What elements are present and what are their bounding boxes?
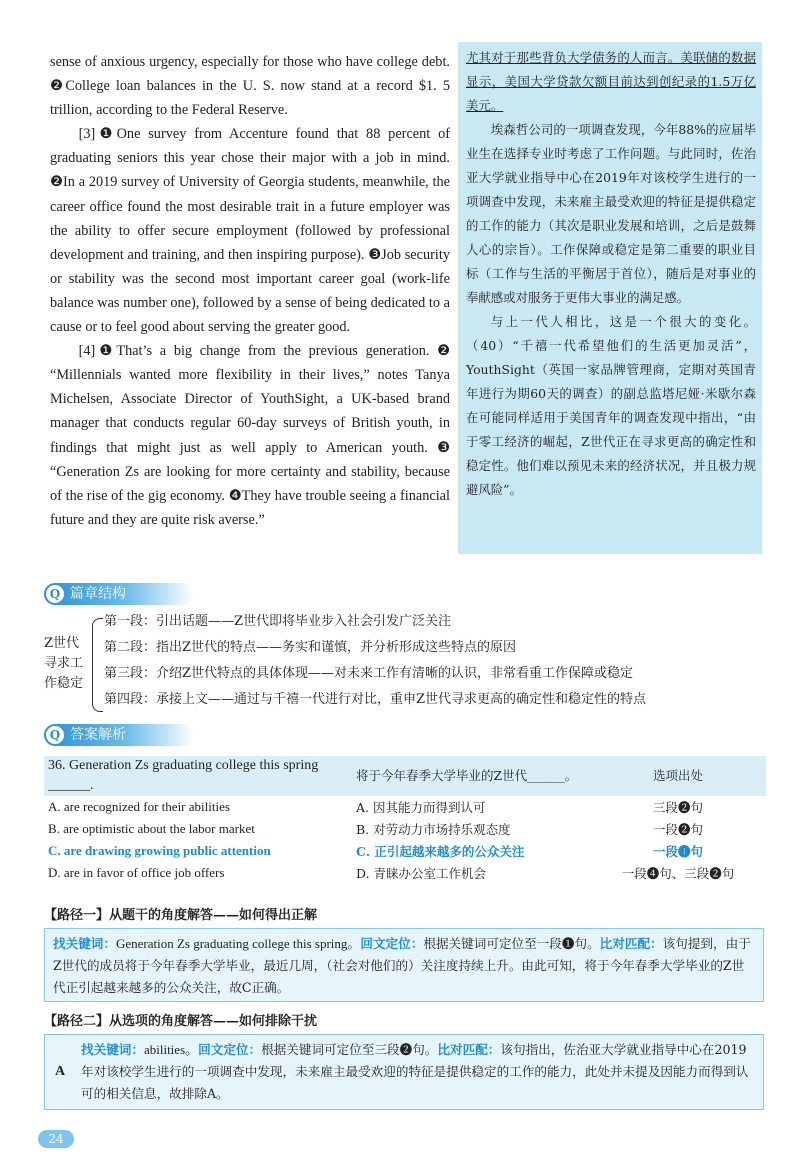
option-source: 三段❷句 bbox=[652, 800, 703, 815]
option-cn: D. 青睐办公室工作机会 bbox=[356, 866, 487, 881]
loc-label: 回文定位： bbox=[198, 1042, 262, 1057]
option-source: 一段❷句 bbox=[652, 822, 703, 837]
option-cn: C. 正引起越来越多的公众关注 bbox=[356, 844, 525, 859]
path2-box bbox=[44, 1034, 764, 1110]
question-cn: 将于今年春季大学毕业的Z世代______。 bbox=[352, 756, 590, 796]
question-row bbox=[44, 756, 766, 796]
loc-label: 回文定位： bbox=[360, 936, 424, 951]
option-row bbox=[44, 818, 766, 840]
chinese-paragraph: 与上一代人相比，这是一个很大的变化。（40）“千禧一代希望他们的生活更加灵活”，YouthSight（英国一家品牌管理商，定期对英国青年进行为期60天的调查）的副总监塔尼娅·米歇尔森在可能同样适用于美国青年的调查发现中指出，“由于零工经济的崛起，Z世代正在寻求更高的确定性和稳定性。他们难以预见未来的经济状况，并且极力规避风险”。 bbox=[466, 314, 756, 497]
answer-table bbox=[44, 756, 766, 884]
chinese-paragraph: 尤其对于那些背负大学债务的人而言。美联储的数据显示，美国大学贷款欠额目前达到创纪录的1.5万亿美元。 bbox=[466, 50, 756, 113]
option-en: C. are drawing growing public attention bbox=[48, 843, 271, 858]
path2-title: 【路径二】从选项的角度解答——如何排除干扰 bbox=[44, 1014, 318, 1029]
match-label: 比对匹配： bbox=[599, 936, 663, 951]
option-row-correct bbox=[44, 840, 766, 862]
key-text: abilities。 bbox=[143, 1042, 199, 1057]
structure-row: 第四段：承接上文——通过与千禧一代进行对比，重申Z世代寻求更高的确定性和稳定性的特点 bbox=[104, 692, 647, 707]
structure-header-text: 篇章结构 bbox=[70, 586, 126, 602]
structure-row: 第二段：指出Z世代的特点——务实和谨慎，并分析形成这些特点的原因 bbox=[104, 640, 517, 655]
option-row bbox=[44, 796, 766, 818]
structure-row: 第三段：介绍Z世代特点的具体体现——对未来工作有清晰的认识，非常看重工作保障或稳定 bbox=[104, 666, 634, 681]
option-row bbox=[44, 862, 766, 884]
answer-header bbox=[44, 724, 194, 746]
match-text: 该句指出，佐治亚大学就业指导中心在2019年对该校学生进行的一项调查中发现，未来雇主最受欢迎的特征是提供稳定的工作的能力，此处并未提及因能力而得到认可的相关信息，故排除A。 bbox=[81, 1042, 749, 1101]
source-header: 选项出处 bbox=[590, 756, 766, 796]
option-letter: A bbox=[55, 1064, 66, 1079]
structure-label: Z世代寻求工作稳定 bbox=[44, 636, 84, 691]
structure-header bbox=[44, 583, 194, 605]
loc-text: 根据关键词可定位至一段❶句。 bbox=[423, 936, 600, 951]
loc-text: 根据关键词可定位至三段❷句。 bbox=[261, 1042, 438, 1057]
english-paragraph: [3]❶One survey from Accenture found that 88 percent of graduating seniors this year chose their major with a job in mind. ❷In a 2019 survey of University of Georgia students, meanwhile, the career office found the most desirable trait in a future employer was the ability to offer secure employment (followed by professional development and training, and then inspiring purpose). ❸Job security or stability was the second most important career goal (work-life balance was number one), followed by a sense of being dedicated to a cause or to feel good about serving the greater good. bbox=[50, 126, 450, 336]
search-icon: Q bbox=[46, 585, 64, 603]
option-cn: A. 因其能力而得到认可 bbox=[356, 800, 486, 815]
search-icon: Q bbox=[46, 726, 64, 744]
english-paragraph: [4]❶That’s a big change from the previous generation. ❷ “Millennials wanted more flexibility in their lives,” notes Tanya Michelsen, Associate Director of YouthSight, a UK-based brand manager that conducts regular 60-day surveys of British youth, in findings that might just as well apply to American youth. ❸ “Generation Zs are looking for more certainty and stability, because of the rise of the gig economy. ❹They have trouble seeing a financial future and they are quite risk averse.” bbox=[50, 343, 450, 528]
english-paragraph: sense of anxious urgency, especially for those who have college debt. ❷College loan balances in the U. S. now stand at a record $1. 5 trillion, according to the Federal Reserve. bbox=[50, 54, 450, 119]
structure-row: 第一段：引出话题——Z世代即将毕业步入社会引发广泛关注 bbox=[104, 614, 452, 629]
structure-outline bbox=[44, 612, 764, 716]
english-passage bbox=[50, 50, 450, 532]
option-en: B. are optimistic about the labor market bbox=[48, 821, 255, 836]
option-source: 一段❹句、三段❷句 bbox=[621, 866, 735, 881]
match-label: 比对匹配： bbox=[437, 1042, 501, 1057]
answer-header-text: 答案解析 bbox=[70, 727, 126, 743]
question-en: 36. Generation Zs graduating college this spring ______. bbox=[44, 756, 352, 796]
key-text: Generation Zs graduating college this spring。 bbox=[115, 936, 361, 951]
key-label: 找关键词： bbox=[81, 1042, 144, 1057]
chinese-translation bbox=[458, 42, 762, 554]
option-source: 一段❶句 bbox=[652, 844, 703, 859]
option-en: D. are in favor of office job offers bbox=[48, 865, 225, 880]
match-text: 该句提到，由于Z世代的成员将于今年春季大学毕业，最近几周，（社会对他们的）关注度持续上升。由此可知，将于今年春季大学毕业的Z世代正引起越来越多的公众关注，故C正确。 bbox=[53, 936, 751, 995]
path1-title: 【路径一】从题干的角度解答——如何得出正解 bbox=[44, 908, 318, 923]
brace bbox=[92, 618, 103, 712]
option-cn: B. 对劳动力市场持乐观态度 bbox=[356, 822, 511, 837]
chinese-paragraph: 埃森哲公司的一项调查发现，今年88%的应届毕业生在选择专业时考虑了工作问题。与此同时，佐治亚大学就业指导中心在2019年对该校学生进行的一项调查中发现，未来雇主最受欢迎的特征是提供稳定的工作的能力（其次是职业发展和培训，之后是鼓舞人心的宗旨）。工作保障或稳定是第二重要的职业目标（工作与生活的平衡居于首位），随后是对事业的奉献感或对服务于更伟大事业的满足感。 bbox=[466, 122, 756, 305]
key-label: 找关键词： bbox=[53, 936, 116, 951]
page-number: 24 bbox=[38, 1130, 74, 1148]
path1-box bbox=[44, 928, 764, 1002]
option-en: A. are recognized for their abilities bbox=[48, 799, 230, 814]
